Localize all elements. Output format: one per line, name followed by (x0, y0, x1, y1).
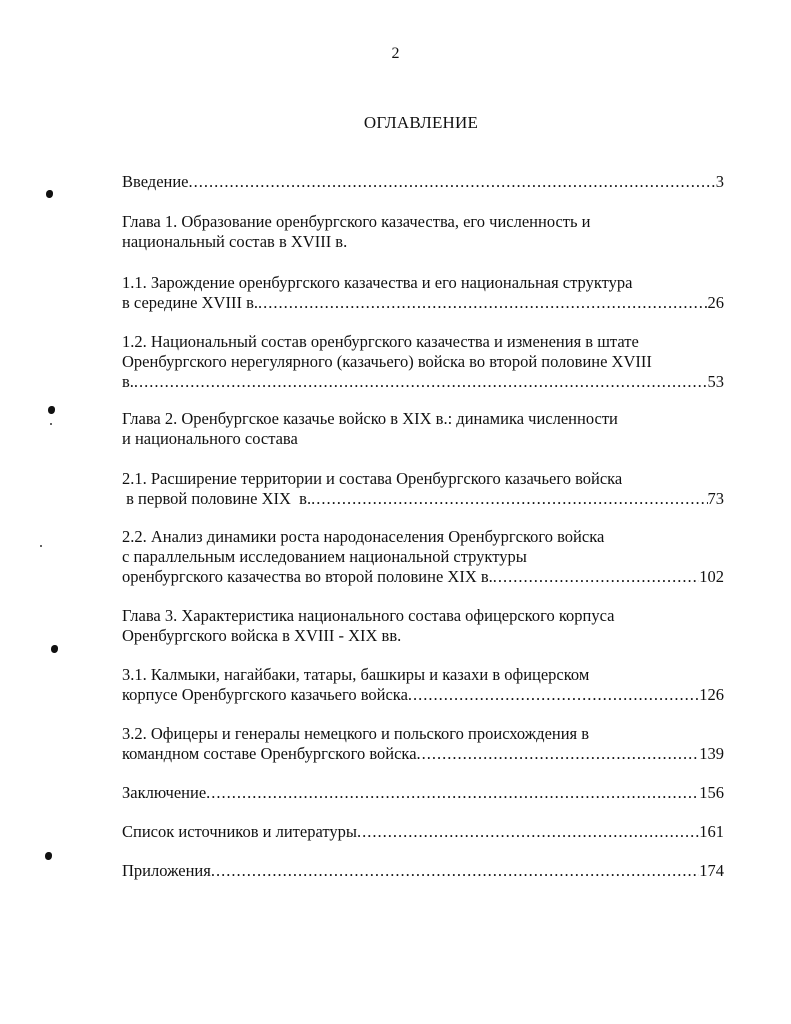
toc-chapter-line: и национального состава (122, 429, 298, 448)
toc-entry-line: 1.2. Национальный состав оренбургского казачества и изменения в штате (122, 332, 639, 351)
toc-entry-text: Заключение (122, 783, 207, 802)
toc-entry-line: 1.1. Зарождение оренбургского казачества и его национальная структура (122, 273, 633, 292)
toc-entry-text: Введение (122, 172, 189, 191)
toc-entry-line: с параллельным исследованием национальной структуры (122, 547, 527, 566)
toc-entry-text: оренбургского казачества во второй половине XIX в. (122, 567, 493, 586)
toc-entry-appendix[interactable] (122, 861, 724, 881)
toc-entry-line: 3.2. Офицеры и генералы немецкого и польского происхождения в (122, 724, 590, 743)
toc-entry-1-2[interactable] (122, 332, 724, 392)
toc-page-number: 156 (699, 783, 724, 802)
page-title: ОГЛАВЛЕНИЕ (363, 113, 479, 132)
toc-entry-text: Список источников и литературы (122, 822, 357, 841)
toc-entry-text: Приложения (122, 861, 211, 880)
dot-leader (357, 822, 699, 842)
toc-entry-text: в середине XVIII в. (122, 293, 258, 312)
toc-entry-2-1[interactable] (122, 469, 724, 509)
toc-chapter-line: Глава 2. Оренбургское казачье войско в XIX в.: динамика численности (122, 409, 618, 428)
toc-entry-text: командном составе Оренбургского войска (122, 744, 417, 763)
toc-page-number: 73 (707, 489, 724, 508)
toc-entry-text: в первой половине XIX в. (122, 489, 312, 508)
toc-entry-2-2[interactable] (122, 527, 724, 587)
toc-page-number: 161 (699, 822, 724, 841)
toc-entry-line: Оренбургского нерегулярного (казачьего) войска во второй половине XVIII (122, 352, 652, 371)
toc-chapter-line: Оренбургского войска в XVIII - XIX вв. (122, 626, 402, 645)
scan-mark (46, 190, 53, 198)
dot-leader (408, 685, 699, 705)
toc-chapter-line: национальный состав в XVIII в. (122, 232, 348, 251)
toc-entry-line: 3.1. Калмыки, нагайбаки, татары, башкиры и казахи в офицерском (122, 665, 590, 684)
toc-entry-text: в. (122, 372, 134, 391)
toc-chapter-line: Глава 1. Образование оренбургского казачества, его численность и (122, 212, 591, 231)
toc-page-number: 3 (715, 172, 724, 191)
toc-entry-conclusion[interactable] (122, 783, 724, 803)
scan-mark (45, 852, 52, 860)
dot-leader (258, 293, 708, 313)
dot-leader (206, 783, 699, 803)
toc-entry-sources[interactable] (122, 822, 724, 842)
toc-page-number: 102 (699, 567, 724, 586)
toc-entry-1-1[interactable] (122, 273, 724, 313)
toc-entry-3-2[interactable] (122, 724, 724, 764)
dot-leader (311, 489, 707, 509)
scan-speck (50, 423, 52, 425)
scan-mark (51, 645, 58, 653)
toc-chapter-3 (122, 606, 724, 646)
dot-leader (493, 567, 699, 587)
toc-entry-intro[interactable] (122, 172, 724, 192)
toc-page-number: 53 (707, 372, 724, 391)
toc-page-number: 26 (707, 293, 724, 312)
toc-page-number: 139 (699, 744, 724, 763)
toc-page-number: 174 (699, 861, 724, 880)
scan-mark (48, 406, 55, 414)
toc-entry-line: 2.2. Анализ динамики роста народонаселения Оренбургского войска (122, 527, 605, 546)
toc-chapter-line: Глава 3. Характеристика национального состава офицерского корпуса (122, 606, 615, 625)
toc-entry-line: 2.1. Расширение территории и состава Оренбургского казачьего войска (122, 469, 623, 488)
toc-chapter-2 (122, 409, 724, 449)
dot-leader (134, 372, 708, 392)
toc-chapter-1 (122, 212, 724, 252)
dot-leader (189, 172, 716, 192)
dot-leader (211, 861, 699, 881)
toc-page-number: 126 (699, 685, 724, 704)
toc-entry-3-1[interactable] (122, 665, 724, 705)
page-number: 2 (391, 45, 400, 62)
toc-entry-text: корпусе Оренбургского казачьего войска (122, 685, 408, 704)
dot-leader (417, 744, 700, 764)
scan-speck (40, 545, 42, 547)
